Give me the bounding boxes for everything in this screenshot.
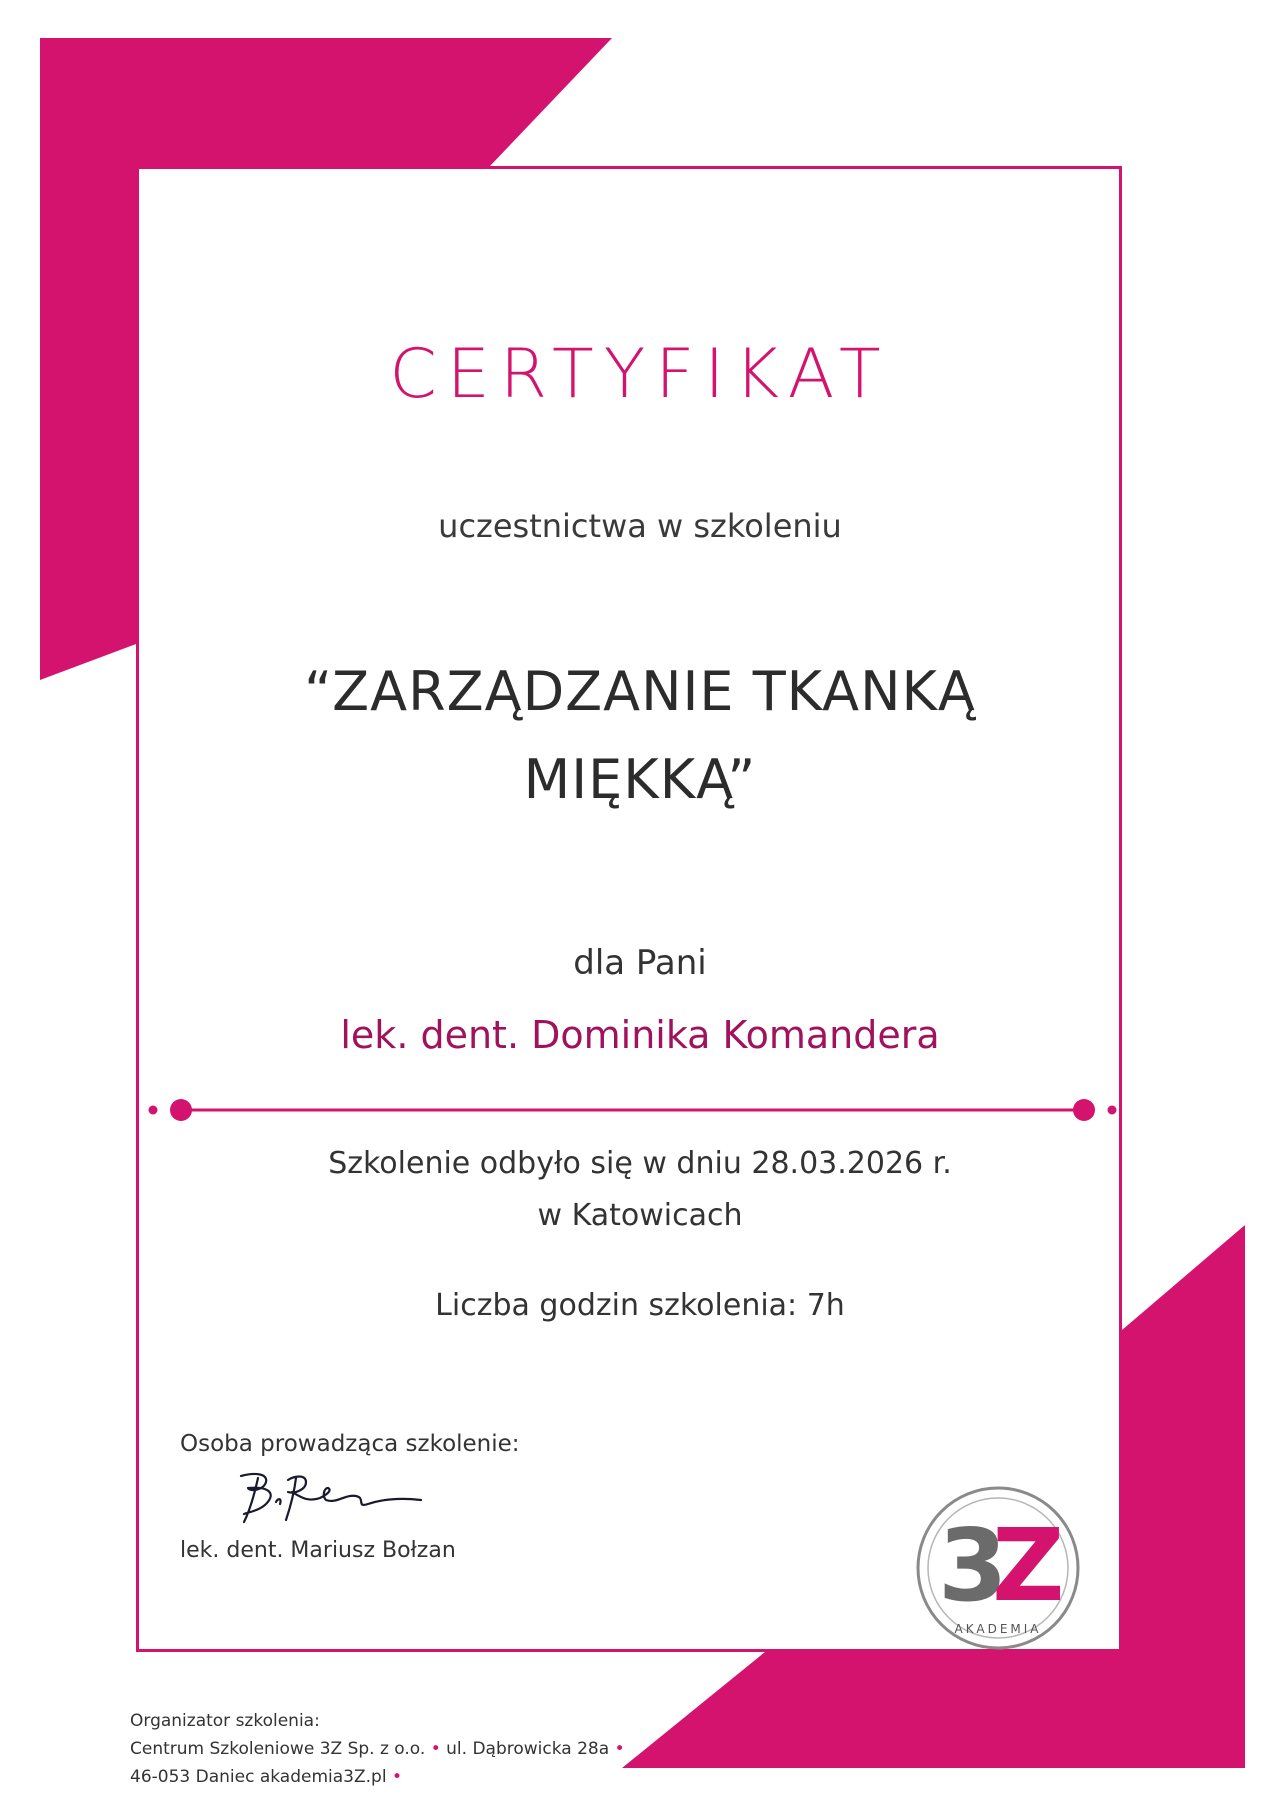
course-title-line-1: “ZARZĄDZANIE TKANKĄ — [304, 660, 976, 723]
lecturer-name: lek. dent. Mariusz Bołzan — [180, 1538, 456, 1563]
lecturer-label: Osoba prowadząca szkolenie: — [180, 1431, 520, 1457]
divider-dot-left-large — [170, 1099, 192, 1121]
divider-dot-right-small — [1108, 1106, 1117, 1115]
certificate-subtitle: uczestnictwa w szkoleniu — [438, 507, 842, 545]
training-date: Szkolenie odbyło się w dniu 28.03.2026 r. — [328, 1146, 952, 1181]
organizer-label: Organizator szkolenia: — [130, 1711, 320, 1731]
decorative-divider — [145, 1097, 1120, 1123]
logo-mark-3: 3 — [938, 1507, 1008, 1624]
certificate-title: CERTYFIKAT — [389, 335, 891, 414]
logo-mark-z: Z — [992, 1507, 1065, 1624]
course-title-line-2: MIĘKKĄ” — [523, 748, 757, 811]
organizer-address-line-1 — [130, 1735, 625, 1763]
separator-dot: • — [391, 1767, 402, 1787]
separator-dot: • — [430, 1739, 441, 1759]
organizer-street: ul. Dąbrowicka 28a — [446, 1739, 610, 1759]
logo-caption: AKADEMIA — [954, 1622, 1042, 1636]
divider-dot-right-large — [1073, 1099, 1095, 1121]
organizer-block — [130, 1707, 625, 1791]
course-title — [0, 648, 1280, 824]
participant-name: lek. dent. Dominika Komandera — [340, 1013, 940, 1057]
organizer-website[interactable]: akademia3Z.pl — [259, 1767, 387, 1787]
training-hours: Liczba godzin szkolenia: 7h — [435, 1288, 845, 1323]
organizer-address-line-2 — [130, 1763, 625, 1791]
akademia-3z-logo — [910, 1480, 1086, 1656]
organizer-city: 46-053 Daniec — [130, 1767, 255, 1787]
separator-dot: • — [614, 1739, 625, 1759]
signature-image — [236, 1468, 426, 1528]
organizer-company: Centrum Szkoleniowe 3Z Sp. z o.o. — [130, 1739, 426, 1759]
training-place: w Katowicach — [537, 1198, 743, 1233]
for-label: dla Pani — [573, 943, 707, 983]
divider-dot-left-small — [149, 1106, 158, 1115]
